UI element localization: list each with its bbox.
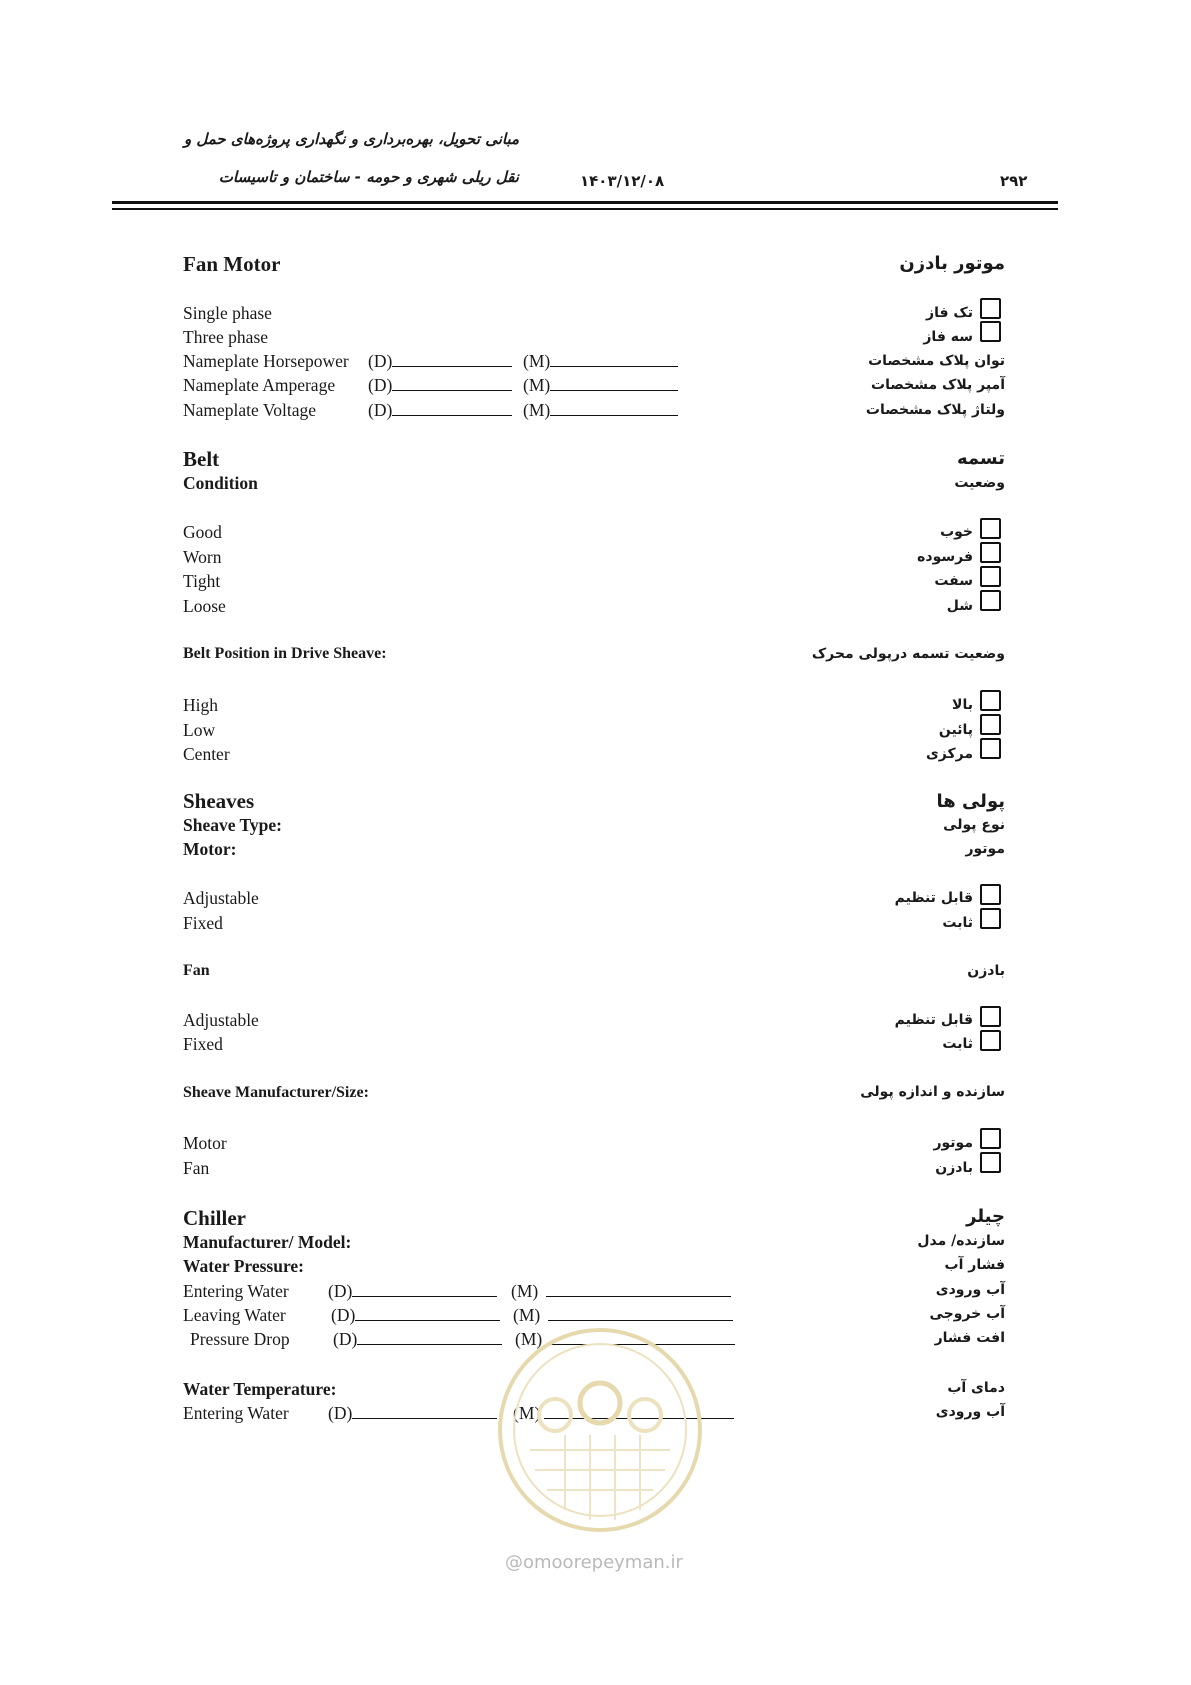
watermark-seal-icon: [495, 1325, 705, 1535]
motor-fixed-checkbox[interactable]: [980, 908, 1001, 929]
voltage-label-fa: ولتاژ پلاک مشخصات: [865, 402, 1005, 418]
belt-center-label-fa: مرکزی: [925, 746, 973, 762]
sheave-fan-label: Fan: [183, 962, 210, 979]
temp-entering-label: Entering Water: [183, 1403, 289, 1423]
belt-low-label-fa: پائین: [938, 722, 973, 738]
belt-high-label: High: [183, 695, 218, 715]
water-temperature-label: Water Temperature:: [183, 1379, 337, 1399]
motor-adjustable-label: Adjustable: [183, 888, 259, 908]
fan-adjustable-label: Adjustable: [183, 1010, 259, 1030]
sheave-manufacturer-label-fa: سازنده و اندازه پولی: [860, 1084, 1005, 1100]
sheaves-title-fa: پولی ها: [936, 791, 1005, 812]
single-phase-checkbox[interactable]: [980, 298, 1001, 319]
chiller-title: Chiller: [183, 1206, 246, 1230]
temp-entering-d-field[interactable]: (D): [328, 1403, 497, 1424]
temp-entering-m-field[interactable]: (M): [513, 1403, 734, 1424]
fan-adjustable-checkbox[interactable]: [980, 1006, 1001, 1027]
belt-tight-checkbox[interactable]: [980, 566, 1001, 587]
belt-worn-checkbox[interactable]: [980, 542, 1001, 563]
horsepower-m-field[interactable]: (M): [523, 351, 678, 372]
belt-worn-label-fa: فرسوده: [917, 549, 973, 565]
belt-loose-label: Loose: [183, 596, 226, 616]
temp-entering-label-fa: آب ورودی: [935, 1404, 1005, 1420]
voltage-m-field[interactable]: (M): [523, 400, 678, 421]
amperage-m-field[interactable]: (M): [523, 375, 678, 396]
belt-center-label: Center: [183, 744, 230, 764]
horsepower-label-fa: توان پلاک مشخصات: [868, 353, 1005, 369]
pressure-leaving-m-field[interactable]: (M): [513, 1305, 733, 1326]
water-pressure-label-fa: فشار آب: [944, 1257, 1005, 1273]
single-phase-label: Single phase: [183, 303, 272, 323]
chiller-model-label-fa: سازنده/ مدل: [917, 1233, 1005, 1249]
motor-adjustable-checkbox[interactable]: [980, 884, 1001, 905]
belt-title-fa: تسمه: [956, 448, 1005, 469]
water-pressure-label: Water Pressure:: [183, 1256, 305, 1276]
mfr-motor-checkbox[interactable]: [980, 1128, 1001, 1149]
horsepower-d-field[interactable]: (D): [368, 351, 512, 372]
three-phase-label: Three phase: [183, 327, 269, 347]
horsepower-label: Nameplate Horsepower: [183, 351, 349, 371]
sheave-fan-label-fa: بادزن: [967, 963, 1005, 979]
chiller-model-label: Manufacturer/ Model:: [183, 1232, 352, 1252]
belt-high-label-fa: بالا: [952, 697, 973, 713]
belt-good-label: Good: [183, 522, 222, 542]
page-number: ۲۹۲: [1000, 172, 1028, 190]
mfr-motor-label-fa: موتور: [933, 1135, 973, 1151]
belt-position-label: Belt Position in Drive Sheave:: [183, 645, 387, 662]
pressure-leaving-label-fa: آب خروجی: [929, 1306, 1005, 1322]
sheave-manufacturer-label: Sheave Manufacturer/Size:: [183, 1084, 369, 1101]
header-line2: نقل ریلی شهری و حومه - ساختمان و تاسیسات: [218, 168, 519, 186]
motor-adjustable-label-fa: قابل تنظیم: [894, 890, 973, 906]
three-phase-checkbox[interactable]: [980, 321, 1001, 342]
mfr-fan-checkbox[interactable]: [980, 1152, 1001, 1173]
fan-fixed-checkbox[interactable]: [980, 1030, 1001, 1051]
pressure-entering-d-field[interactable]: (D): [328, 1281, 497, 1302]
mfr-fan-label: Fan: [183, 1158, 210, 1178]
pressure-drop-label: Pressure Drop: [190, 1329, 290, 1349]
belt-loose-label-fa: شل: [946, 598, 973, 614]
header-line1: مبانی تحویل، بهره‌برداری و نگهداری پروژه‌های حمل و: [183, 130, 519, 148]
header-rule-top: [112, 201, 1058, 204]
header-date: ۱۴۰۳/۱۲/۰۸: [580, 172, 665, 190]
motor-fixed-label-fa: ثابت: [942, 915, 973, 931]
sheave-type-label: Sheave Type:: [183, 815, 283, 835]
belt-tight-label-fa: سفت: [934, 573, 973, 589]
belt-loose-checkbox[interactable]: [980, 590, 1001, 611]
fan-motor-title-fa: موتور بادزن: [899, 253, 1005, 274]
header-rule-bottom: [112, 208, 1058, 210]
belt-condition-label-fa: وضعیت: [954, 475, 1005, 491]
belt-low-label: Low: [183, 720, 216, 740]
belt-condition-label: Condition: [183, 473, 258, 493]
motor-fixed-label: Fixed: [183, 913, 223, 933]
belt-center-checkbox[interactable]: [980, 738, 1001, 759]
sheaves-title: Sheaves: [183, 789, 255, 813]
pressure-drop-d-field[interactable]: (D): [333, 1329, 502, 1350]
water-temperature-label-fa: دمای آب: [947, 1380, 1005, 1396]
pressure-drop-m-field[interactable]: (M): [515, 1329, 735, 1350]
belt-low-checkbox[interactable]: [980, 714, 1001, 735]
pressure-entering-label: Entering Water: [183, 1281, 289, 1301]
amperage-label-fa: آمپر پلاک مشخصات: [871, 377, 1005, 393]
belt-good-label-fa: خوب: [940, 524, 973, 540]
mfr-motor-label: Motor: [183, 1133, 227, 1153]
fan-fixed-label-fa: ثابت: [942, 1036, 973, 1052]
pressure-leaving-label: Leaving Water: [183, 1305, 286, 1325]
fan-fixed-label: Fixed: [183, 1034, 223, 1054]
sheave-motor-label-fa: موتور: [965, 841, 1005, 857]
voltage-d-field[interactable]: (D): [368, 400, 512, 421]
belt-tight-label: Tight: [183, 571, 221, 591]
pressure-leaving-d-field[interactable]: (D): [331, 1305, 500, 1326]
pressure-entering-label-fa: آب ورودی: [935, 1282, 1005, 1298]
fan-adjustable-label-fa: قابل تنظیم: [894, 1012, 973, 1028]
single-phase-label-fa: تک فاز: [926, 305, 973, 321]
belt-title: Belt: [183, 447, 220, 471]
sheave-motor-label: Motor:: [183, 839, 237, 859]
fan-motor-title: Fan Motor: [183, 252, 281, 276]
belt-good-checkbox[interactable]: [980, 518, 1001, 539]
amperage-d-field[interactable]: (D): [368, 375, 512, 396]
watermark-site-text: @omoorepeyman.ir: [505, 1552, 683, 1573]
chiller-title-fa: چیلر: [966, 1206, 1005, 1227]
three-phase-label-fa: سه فاز: [923, 329, 973, 345]
sheave-type-label-fa: نوع پولی: [943, 817, 1005, 833]
belt-worn-label: Worn: [183, 547, 222, 567]
pressure-drop-label-fa: افت فشار: [934, 1330, 1005, 1346]
amperage-label: Nameplate Amperage: [183, 375, 336, 395]
voltage-label: Nameplate Voltage: [183, 400, 316, 420]
belt-position-label-fa: وضعیت تسمه درپولی محرک: [811, 646, 1005, 662]
mfr-fan-label-fa: بادزن: [935, 1160, 973, 1176]
belt-high-checkbox[interactable]: [980, 690, 1001, 711]
pressure-entering-m-field[interactable]: (M): [511, 1281, 731, 1302]
